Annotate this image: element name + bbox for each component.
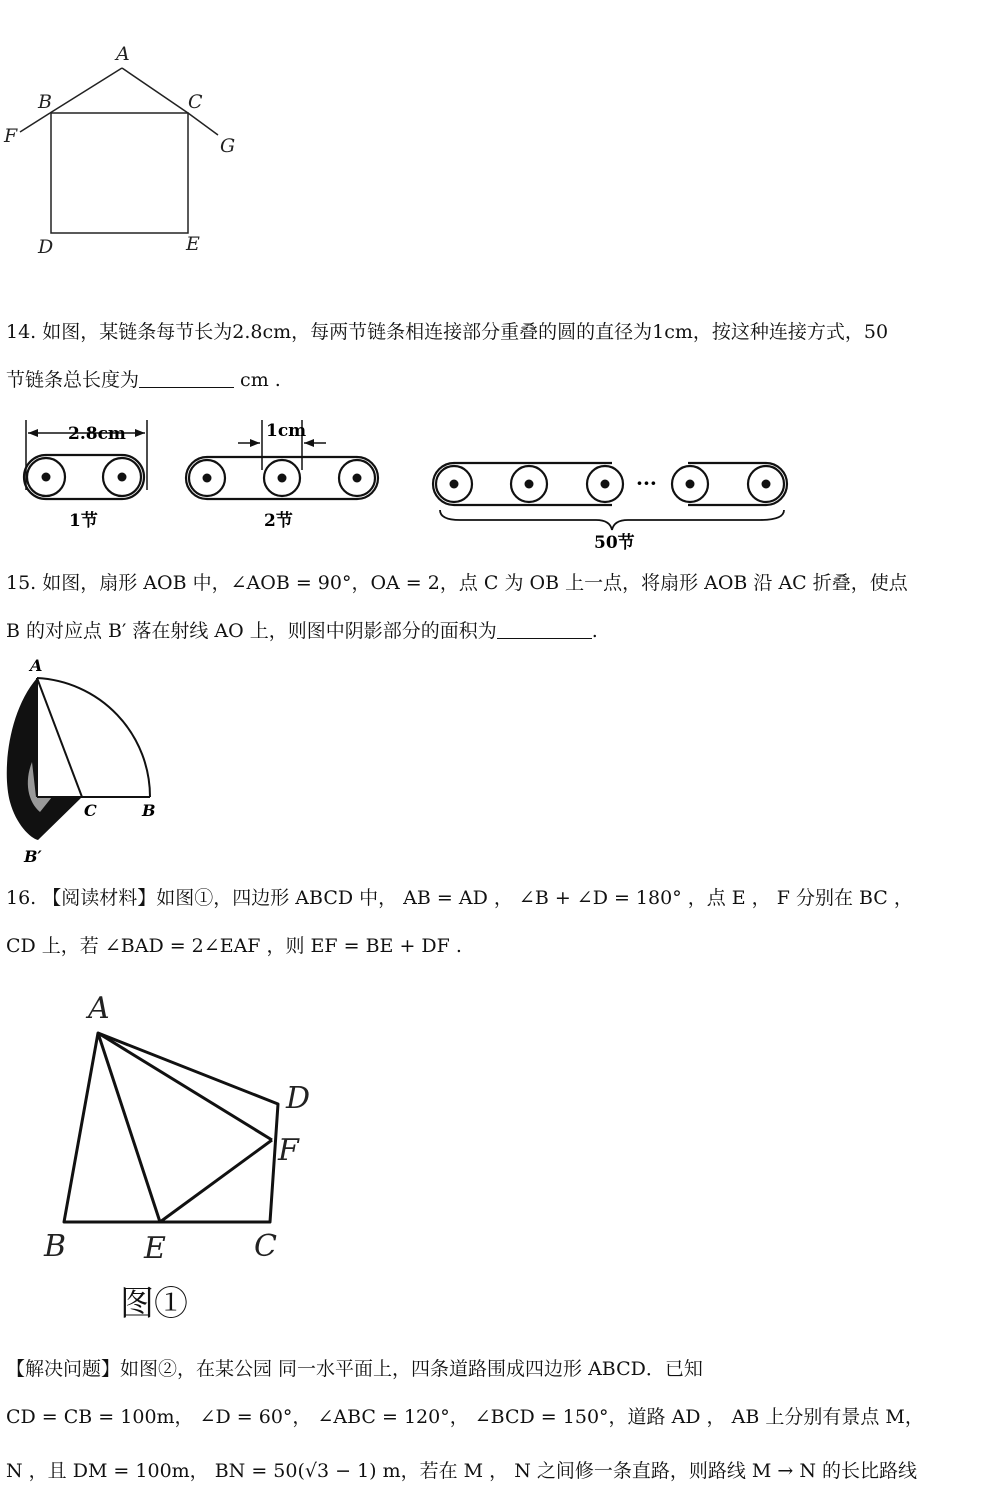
label-F: F [278, 1133, 299, 1168]
question-15-period: . [591, 620, 598, 642]
figure-caption: 图① [120, 1284, 188, 1324]
question-16-line1: 16. 【阅读材料】如图①，四边形 ABCD 中， AB = AD ， ∠B + ∠D = 180° ，点 E ， F 分别在 BC ， [6, 887, 913, 909]
question-16-line3: 【解决问题】如图②，在某公园 同一水平面上，四条道路围成四边形 ABCD．已知 [6, 1358, 703, 1380]
question-16-line2: CD 上，若 ∠BAD = 2∠EAF ，则 EF = BE + DF . [6, 935, 462, 957]
figure-q14-chain [0, 410, 820, 555]
label-B-prime: B′ [24, 847, 42, 866]
question-16-line5: N ，且 DM = 100m， BN = 50(√3 − 1) m，若在 M ， N 之间修一条直路，则路线 M → N 的长比路线 [6, 1460, 918, 1482]
question-15-text: B 的对应点 B′ 落在射线 AO 上，则图中阴影部分的面积为 [6, 620, 497, 642]
answer-blank-15[interactable] [497, 616, 592, 639]
label-C: C [84, 801, 97, 820]
label-D: D [38, 236, 54, 258]
caption-50-links: 50节 [594, 533, 635, 553]
label-B: B [142, 801, 156, 820]
label-C: C [254, 1229, 277, 1264]
question-15-line2 [6, 607, 976, 655]
label-G: G [220, 135, 236, 157]
ellipsis-dots: ··· [636, 471, 657, 495]
label-A: A [88, 991, 110, 1026]
question-14-line2 [6, 356, 976, 404]
label-A: A [116, 43, 130, 65]
question-14-text: 节链条总长度为 [6, 369, 140, 391]
overlap-label-1cm: 1cm [266, 421, 307, 441]
label-E: E [144, 1231, 166, 1266]
label-B: B [44, 1229, 67, 1264]
label-A: A [30, 656, 43, 675]
label-E: E [186, 233, 200, 255]
label-C: C [188, 91, 203, 113]
answer-blank-14[interactable] [139, 365, 234, 388]
figure-q13 [0, 40, 260, 265]
label-O: O [40, 777, 54, 796]
label-B: B [38, 91, 52, 113]
figure-q15-sector [0, 652, 180, 867]
question-14-line1: 14. 如图，某链条每节长为2.8cm，每两节链条相连接部分重叠的圆的直径为1cm，按这种连接方式，50 [6, 321, 889, 343]
figure-q16-quadrilateral [30, 990, 350, 1325]
question-15-line1: 15. 如图，扇形 AOB 中，∠AOB = 90°，OA = 2，点 C 为 OB 上一点，将扇形 AOB 沿 AC 折叠，使点 [6, 572, 908, 594]
length-label-2-8cm: 2.8cm [68, 424, 126, 444]
label-F: F [4, 125, 18, 147]
caption-1-link: 1节 [69, 511, 98, 531]
question-14-unit: cm . [234, 369, 281, 391]
label-D: D [286, 1081, 311, 1116]
question-16-line4: CD = CB = 100m， ∠D = 60°， ∠ABC = 120°， ∠BCD = 150°，道路 AD ， AB 上分别有景点 M， [6, 1406, 924, 1428]
caption-2-links: 2节 [264, 511, 293, 531]
chain-50-links [433, 463, 787, 530]
